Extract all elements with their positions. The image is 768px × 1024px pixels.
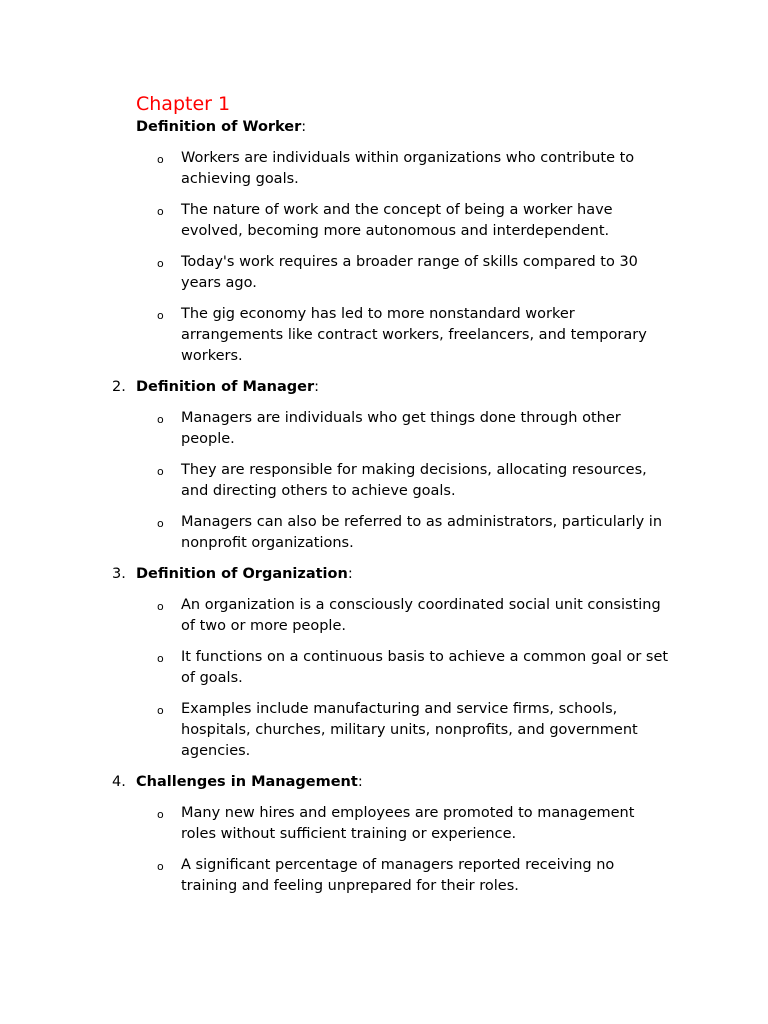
bullet-icon: o — [157, 860, 164, 873]
heading-colon: : — [314, 379, 320, 395]
bullet-list — [0, 408, 768, 554]
bullet-icon: o — [157, 652, 164, 665]
list-item — [0, 408, 671, 450]
section-number: 3. — [112, 566, 126, 582]
list-item-text: Managers are individuals who get things done through other people. — [181, 410, 621, 447]
list-item — [0, 855, 671, 897]
section-worker — [0, 117, 768, 367]
bullet-icon: o — [157, 413, 164, 426]
bullet-icon: o — [157, 465, 164, 478]
section-challenges — [0, 772, 768, 897]
list-item-text: Examples include manufacturing and service firms, schools, hospitals, churches, military units, nonprofits, and government agencies. — [181, 701, 638, 759]
bullet-icon: o — [157, 205, 164, 218]
chapter-title: Chapter 1 — [136, 93, 231, 115]
list-item-text: Managers can also be referred to as administrators, particularly in nonprofit organizations. — [181, 514, 663, 551]
bullet-list — [0, 148, 768, 367]
section-heading-text: Definition of Manager — [136, 379, 315, 395]
list-item-text: The nature of work and the concept of being a worker have evolved, becoming more autonomous and interdependent. — [181, 202, 613, 239]
list-item-text: Today's work requires a broader range of skills compared to 30 years ago. — [181, 254, 638, 291]
bullet-icon: o — [157, 704, 164, 717]
list-item — [0, 699, 671, 762]
bullet-icon: o — [157, 600, 164, 613]
section-heading — [0, 117, 768, 138]
list-item-text: It functions on a continuous basis to achieve a common goal or set of goals. — [181, 649, 669, 686]
section-number: 4. — [112, 774, 126, 790]
bullet-list — [0, 595, 768, 762]
heading-colon: : — [347, 566, 353, 582]
list-item — [0, 647, 671, 689]
list-item-text: They are responsible for making decisions, allocating resources, and directing others to achieve goals. — [181, 462, 647, 499]
list-item — [0, 512, 671, 554]
list-item-text: An organization is a consciously coordinated social unit consisting of two or more people. — [181, 597, 661, 634]
section-heading-text: Definition of Worker — [136, 119, 302, 135]
heading-colon: : — [301, 119, 307, 135]
list-item-text: The gig economy has led to more nonstandard worker arrangements like contract workers, freelancers, and temporary workers. — [181, 306, 647, 364]
list-item — [0, 148, 671, 190]
list-item-text: Workers are individuals within organizations who contribute to achieving goals. — [181, 150, 635, 187]
section-heading — [0, 772, 768, 793]
bullet-list — [0, 803, 768, 897]
list-item — [0, 595, 671, 637]
list-item-text: A significant percentage of managers reported receiving no training and feeling unprepared for their roles. — [181, 857, 615, 894]
section-organization — [0, 564, 768, 762]
heading-colon: : — [357, 774, 363, 790]
bullet-icon: o — [157, 257, 164, 270]
list-item — [0, 304, 671, 367]
sections-list — [0, 117, 768, 907]
bullet-icon: o — [157, 808, 164, 821]
list-item — [0, 460, 671, 502]
list-item — [0, 252, 671, 294]
bullet-icon: o — [157, 153, 164, 166]
bullet-icon: o — [157, 517, 164, 530]
list-item-text: Many new hires and employees are promoted to management roles without sufficient training or experience. — [181, 805, 635, 842]
bullet-icon: o — [157, 309, 164, 322]
list-item — [0, 200, 671, 242]
section-heading — [0, 564, 768, 585]
list-item — [0, 803, 671, 845]
section-manager — [0, 377, 768, 554]
section-heading-text: Definition of Organization — [136, 566, 348, 582]
section-number: 2. — [112, 379, 126, 395]
section-heading — [0, 377, 768, 398]
section-heading-text: Challenges in Management — [136, 774, 358, 790]
